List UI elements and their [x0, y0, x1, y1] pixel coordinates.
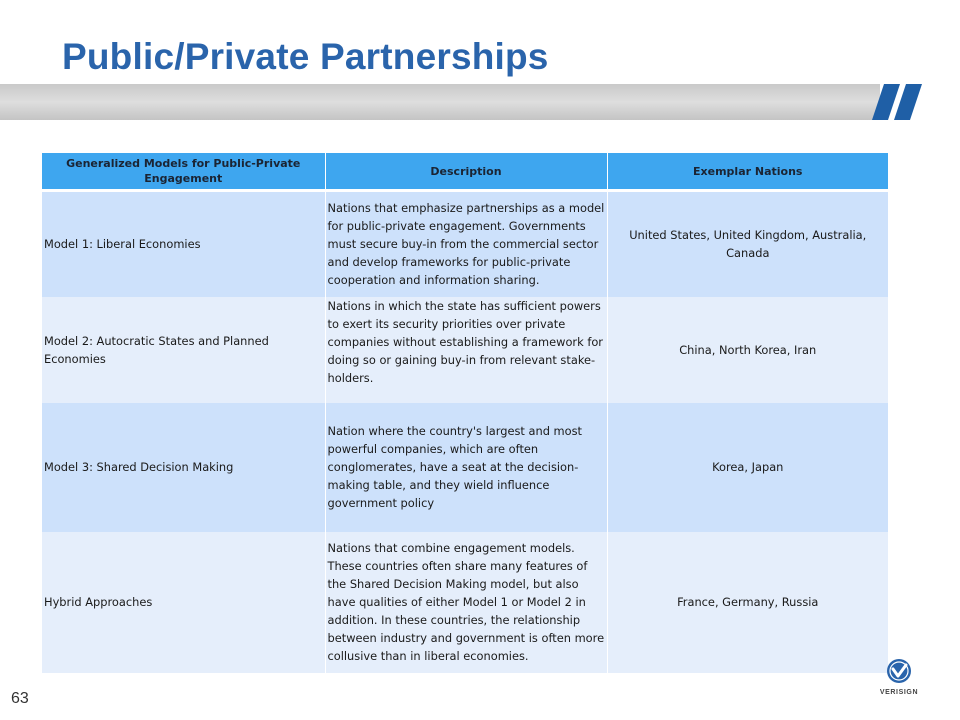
row-model: Model 3: Shared Decision Making [42, 403, 325, 532]
slide-title: Public/Private Partnerships [62, 36, 549, 77]
verisign-logo [862, 658, 936, 700]
table-header-row [42, 153, 888, 191]
table-row [42, 403, 888, 532]
table-row [42, 532, 888, 673]
header-description: Description [325, 153, 607, 191]
table-row [42, 191, 888, 297]
logo-text: VERISIGN [879, 689, 919, 696]
row-model: Model 1: Liberal Economies [42, 191, 325, 297]
verisign-check-icon [886, 658, 912, 684]
row-nations: Korea, Japan [607, 403, 888, 532]
row-nations: China, North Korea, Iran [607, 297, 888, 403]
page-number: 63 [11, 690, 29, 707]
row-description: Nation where the country's largest and most powerful companies, which are often conglomerates, have a seat at the decision-making table, and they wield influence government policy [325, 403, 607, 532]
table-row [42, 297, 888, 403]
row-model: Model 2: Autocratic States and Planned Economies [42, 297, 325, 403]
row-model: Hybrid Approaches [42, 532, 325, 673]
models-table [42, 153, 888, 673]
accent-stripe-right-icon [894, 84, 922, 120]
row-description: Nations that emphasize partnerships as a model for public-private engagement. Governments must secure buy-in from the commercial sector and develop frameworks for public-private cooperation and information sharing. [325, 191, 607, 297]
header-band [0, 84, 960, 120]
header-nations: Exemplar Nations [607, 153, 888, 191]
row-description: Nations that combine engagement models. These countries often share many features of the Shared Decision Making model, but also have qualities of either Model 1 or Model 2 in addition. In these countries, the relationship between industry and government is often more collusive than in liberal economies. [325, 532, 607, 673]
row-nations: United States, United Kingdom, Australia, Canada [607, 191, 888, 297]
header-model: Generalized Models for Public-Private Engagement [42, 153, 325, 191]
row-description: Nations in which the state has sufficient powers to exert its security priorities over private companies without establishing a framework for doing so or gaining buy-in from relevant stake-holders. [325, 297, 607, 403]
row-nations: France, Germany, Russia [607, 532, 888, 673]
